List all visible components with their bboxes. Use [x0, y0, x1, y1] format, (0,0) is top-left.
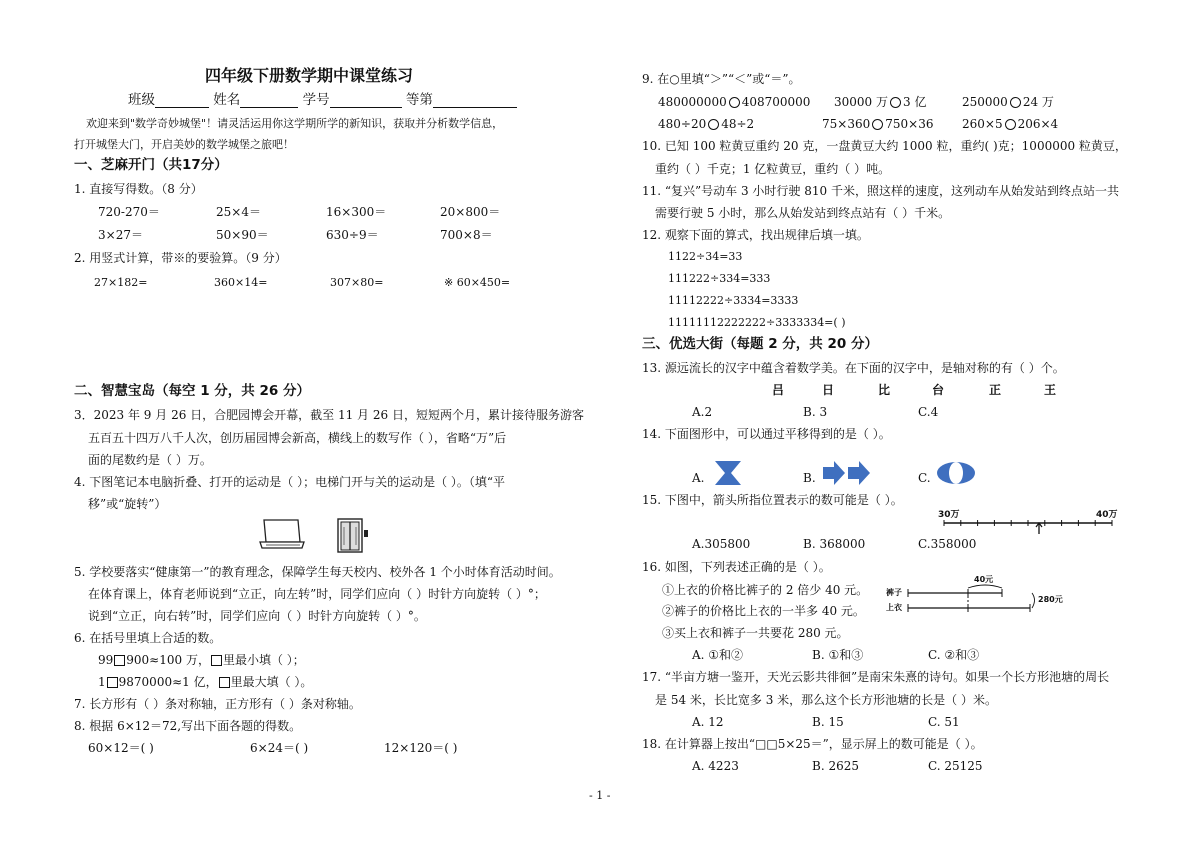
compare-circle[interactable]	[729, 97, 740, 108]
exam-title: 四年级下册数学期中课堂练习	[205, 66, 414, 85]
diagram-label-40: 40元	[974, 575, 994, 584]
id-label: 学号	[302, 92, 330, 108]
q18-text: 18. 在计算器上按出“□□5×25＝”，显示屏上的数可能是（ ）。	[642, 737, 983, 751]
q3-line-1: 3．2023 年 9 月 26 日，合肥园博会开幕，截至 11 月 26 日，短短两个月，累计接待服务游客	[74, 408, 584, 422]
q17-option-b[interactable]: B. 15	[812, 715, 844, 729]
q6-item-b: 1 9870000≈1 亿， 里最大填（ ）。	[98, 675, 313, 689]
diagram-label-jacket: 上衣	[886, 603, 902, 612]
grade-label: 等第	[405, 92, 433, 108]
q9-item: 75×360 750×36	[822, 117, 934, 131]
elevator-door-icon	[336, 518, 370, 554]
q5-line-1: 5. 学校要落实“健康第一”的教育理念，保障学生每天校内、校外各 1 个小时体育活动时间。	[74, 565, 561, 579]
q13-char: 台	[932, 383, 945, 397]
q1-item: 20×800＝	[440, 205, 501, 219]
q4-line-2: 移”或“旋转”）	[88, 497, 167, 511]
compare-circle[interactable]	[1010, 97, 1021, 108]
q7-text: 7. 长方形有（ ）条对称轴，正方形有（ ）条对称轴。	[74, 697, 361, 711]
q16-option-b[interactable]: B. ①和③	[812, 648, 864, 662]
q16-text: 16. 如图，下列表述正确的是（ ）。	[642, 560, 831, 574]
q1-item: 720-270＝	[98, 205, 160, 219]
q1-item: 700×8＝	[440, 228, 493, 242]
q3-line-2: 五百五十四万八千人次，创历届园博会新高，横线上的数写作（ ），省略“万”后	[88, 431, 507, 445]
q10-line-2: 重约（ ）千克；1 亿粒黄豆，重约（ ）吨。	[655, 162, 891, 176]
q14-option-a[interactable]: A.	[692, 471, 705, 485]
q4-line-1: 4. 下图笔记本电脑折叠、打开的运动是（ ）；电梯门开与关的运动是（ ）。（填“平	[74, 475, 506, 489]
q15-text: 15. 下图中，箭头所指位置表示的数可能是（ ）。	[642, 493, 903, 507]
q11-line-1: 11. “复兴”号动车 3 小时行驶 810 千米，照这样的速度，这列动车从始发站到终点站一共	[642, 184, 1119, 198]
q8-item: 60×12＝( )	[88, 741, 154, 755]
q14-option-c[interactable]: C.	[918, 471, 931, 485]
q18-option-c[interactable]: C. 25125	[928, 759, 983, 773]
q13-option-a[interactable]: A.2	[692, 405, 713, 419]
q2-text: 2. 用竖式计算，带※的要验算。（9 分）	[74, 251, 287, 265]
q14-option-b[interactable]: B.	[803, 471, 816, 485]
q9-item: 480000000 408700000	[658, 95, 811, 109]
q11-line-2: 需要行驶 5 小时，那么从始发站到终点站有（ ）千米。	[655, 206, 951, 220]
q1-text: 1. 直接写得数。（8 分）	[74, 182, 203, 196]
q1-item: 16×300＝	[326, 205, 387, 219]
diagram-label-280: 280元	[1038, 595, 1063, 604]
q9-item: 260×5 206×4	[962, 117, 1059, 131]
axis-label-start: 30万	[938, 510, 960, 520]
q12-text: 12. 观察下面的算式，找出规律后填一填。	[642, 228, 869, 242]
name-field[interactable]	[240, 95, 298, 108]
q16-option-c[interactable]: C. ②和③	[928, 648, 980, 662]
grade-field[interactable]	[433, 95, 517, 108]
q13-text: 13. 源远流长的汉字中蕴含着数学美。在下面的汉字中，是轴对称的有（ ）个。	[642, 361, 1065, 375]
q12-line: 111222÷334=333	[668, 272, 771, 285]
blank-square	[114, 655, 125, 666]
q10-line-1: 10. 已知 100 粒黄豆重约 20 克，一盘黄豆大约 1000 粒，重约( )克；1000000 粒黄豆，	[642, 139, 1127, 153]
axis-label-end: 40万	[1096, 510, 1118, 520]
compare-circle[interactable]	[872, 119, 883, 130]
q18-option-a[interactable]: A. 4223	[692, 759, 739, 773]
q13-char: 比	[878, 383, 891, 397]
q8-item: 6×24＝( )	[250, 741, 309, 755]
q18-option-b[interactable]: B. 2625	[812, 759, 859, 773]
class-field[interactable]	[155, 95, 209, 108]
page-number: - 1 -	[589, 789, 611, 802]
q17-option-a[interactable]: A. 12	[692, 715, 724, 729]
q9-item: 250000 24 万	[962, 95, 1054, 109]
q9-text: 9. 在○里填“＞”“＜”或“＝”。	[642, 72, 801, 86]
q8-text: 8. 根据 6×12＝72,写出下面各题的得数。	[74, 719, 302, 733]
q2-item: 360×14=	[214, 276, 268, 289]
q12-line: 11111112222222÷3333334=( )	[668, 316, 846, 329]
q8-item: 12×120＝( )	[384, 741, 458, 755]
name-label: 姓名	[213, 92, 241, 108]
q15-option-a[interactable]: A.305800	[692, 537, 751, 551]
blank-square	[219, 677, 230, 688]
q1-item: 630÷9＝	[326, 228, 379, 242]
q2-item: 27×182=	[94, 276, 148, 289]
q13-option-b[interactable]: B. 3	[803, 405, 828, 419]
intro-line-2: 打开城堡大门，开启美妙的数学城堡之旅吧！	[74, 138, 294, 151]
q17-line-1: 17. “半亩方塘一鉴开，天光云影共徘徊”是南宋朱熹的诗句。如果一个长方形池塘的周长	[642, 670, 1110, 684]
q6-text: 6. 在括号里填上合适的数。	[74, 631, 222, 645]
q13-option-c[interactable]: C.4	[918, 405, 939, 419]
compare-circle[interactable]	[890, 97, 901, 108]
q2-item: ※ 60×450=	[444, 276, 511, 289]
student-info-line	[128, 94, 517, 108]
double-arrow-shape-icon	[822, 460, 872, 486]
q17-line-2: 是 54 米，长比宽多 3 米，那么这个长方形池塘的长是（ ）米。	[655, 693, 997, 707]
q1-item: 25×4＝	[216, 205, 261, 219]
laptop-icon	[258, 518, 306, 550]
q5-line-3: 说到“立正，向右转”时，同学们应向（ ）时针方向旋转（ ）°。	[88, 609, 426, 623]
blank-square	[107, 677, 118, 688]
q3-line-3: 面的尾数约是（ ）万。	[88, 453, 212, 467]
q17-option-c[interactable]: C. 51	[928, 715, 960, 729]
q6-item-a: 99 900≈100 万， 里最小填（ ）；	[98, 653, 305, 667]
section-2-heading: 二、智慧宝岛（每空 1 分，共 26 分）	[74, 383, 310, 399]
q16-option-a[interactable]: A. ①和②	[692, 648, 744, 662]
section-1-heading: 一、芝麻开门（共17分）	[74, 157, 228, 173]
diagram-label-pants: 裤子	[886, 588, 902, 597]
q1-item: 3×27＝	[98, 228, 143, 242]
q15-option-b[interactable]: B. 368000	[803, 537, 866, 551]
q13-char: 王	[1044, 383, 1057, 397]
compare-circle[interactable]	[708, 119, 719, 130]
q5-line-2: 在体育课上，体育老师说到“立正，向左转”时，同学们应向（ ）时针方向旋转（ ）°；	[88, 587, 546, 601]
q12-line: 1122÷34=33	[668, 250, 743, 263]
circle-ellipse-shape-icon	[936, 461, 976, 485]
q9-item: 30000 万 3 亿	[834, 95, 927, 109]
q13-char: 吕	[772, 383, 785, 397]
q12-line: 11112222÷3334=3333	[668, 294, 799, 307]
class-label: 班级	[128, 92, 155, 108]
intro-line-1: 欢迎来到"数学奇妙城堡"！请灵活运用你这学期所学的新知识，获取并分析数学信息，	[86, 117, 504, 130]
hourglass-shape-icon	[714, 460, 742, 486]
segment-diagram	[906, 584, 1040, 614]
q2-item: 307×80=	[330, 276, 384, 289]
q1-item: 50×90＝	[216, 228, 269, 242]
id-field[interactable]	[330, 95, 402, 108]
q16-statement: ③买上衣和裤子一共要花 280 元。	[662, 626, 849, 640]
q9-item: 480÷20 48÷2	[658, 117, 755, 131]
q16-statement: ②裤子的价格比上衣的一半多 40 元。	[662, 604, 865, 618]
q16-statement: ①上衣的价格比裤子的 2 倍少 40 元。	[662, 583, 869, 597]
q14-text: 14. 下面图形中，可以通过平移得到的是（ ）。	[642, 427, 891, 441]
section-3-heading: 三、优选大街（每题 2 分，共 20 分）	[642, 336, 878, 352]
blank-square	[211, 655, 222, 666]
compare-circle[interactable]	[1005, 119, 1016, 130]
q15-option-c[interactable]: C.358000	[918, 537, 977, 551]
q13-char: 日	[822, 383, 835, 397]
q13-char: 正	[989, 383, 1002, 397]
